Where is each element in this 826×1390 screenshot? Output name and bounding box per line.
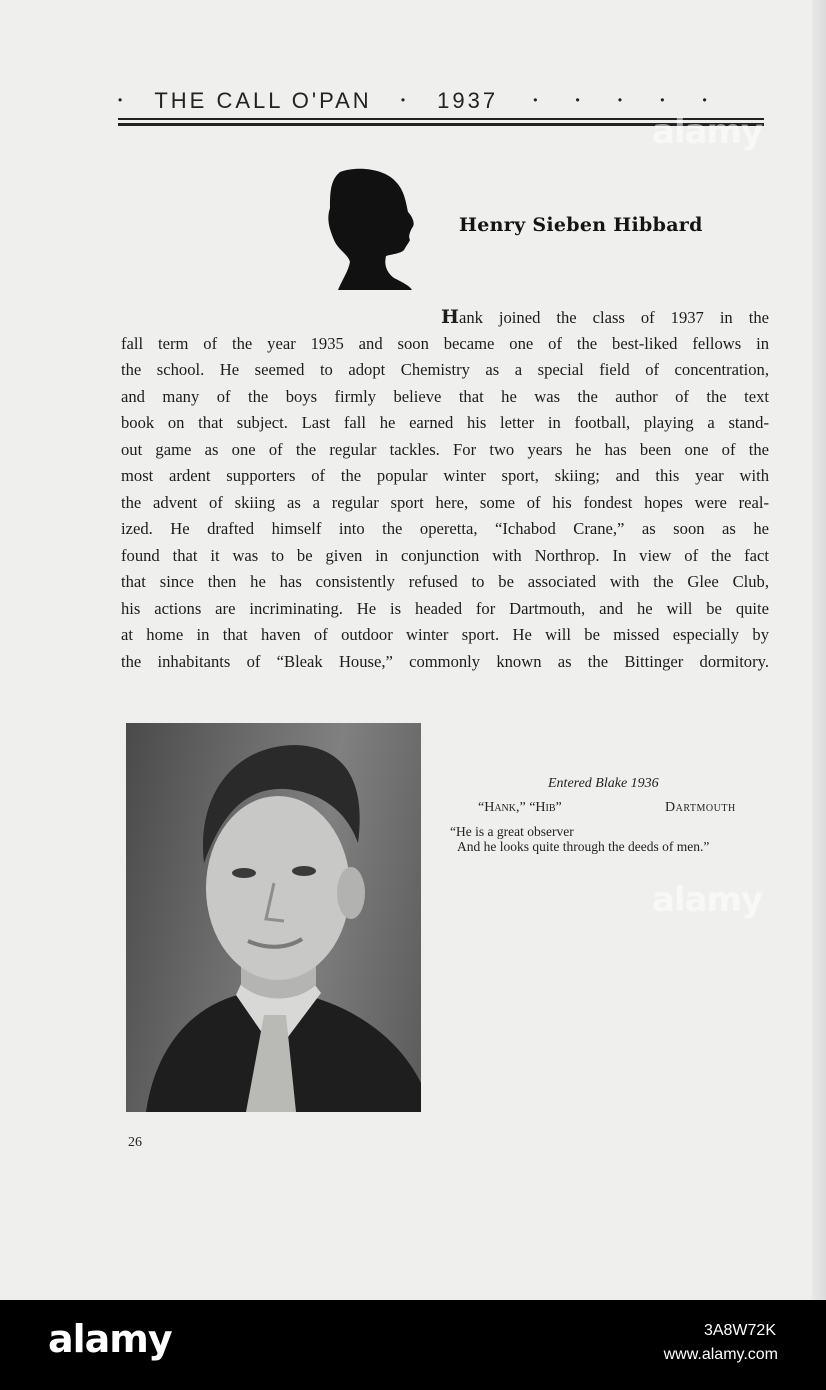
header-bullet: • — [118, 93, 126, 107]
header-bullet: • — [533, 93, 541, 107]
drop-cap: H — [441, 306, 459, 328]
brand-logo: alamy — [48, 1317, 172, 1361]
header-year: 1937 — [437, 88, 499, 113]
bio-line: the advent of skiing as a regular sport here, some of his fondest hopes were real- — [121, 492, 769, 512]
bio-line: Hank joined the class of 1937 in the — [441, 306, 769, 328]
watermark: alamy — [652, 880, 763, 920]
page-number: 26 — [128, 1135, 142, 1150]
bio-line: fall term of the year 1935 and soon became one of the best-liked fellows in — [121, 333, 769, 353]
header-bullet: • — [702, 93, 710, 107]
image-id: 3A8W72K — [703, 1322, 776, 1339]
page-edge-shadow — [812, 0, 826, 1300]
quote-line: And he looks quite through the deeds of men.” — [457, 839, 710, 854]
bio-line: ized. He drafted himself into the operetta, “Ichabod Crane,” as soon as he — [121, 519, 769, 538]
header-bullet: • — [400, 93, 409, 107]
entered-year: Entered Blake 1936 — [548, 776, 659, 791]
bio-line: his actions are incriminating. He is headed for Dartmouth, and he will be quite — [121, 598, 769, 618]
header-bullet: • — [575, 93, 583, 107]
biography-paragraph — [121, 304, 769, 675]
college: Dartmouth — [665, 800, 736, 815]
student-portrait-photo — [126, 723, 421, 1112]
student-name: Henry Sieben Hibbard — [459, 214, 703, 236]
watermark: alamy — [652, 112, 763, 152]
header-bullet: • — [660, 93, 668, 107]
bio-line: that since then he has consistently refused to be associated with the Glee Club, — [121, 572, 769, 591]
bio-line: the inhabitants of “Bleak House,” commonly known as the Bittinger dormitory. — [121, 651, 769, 671]
bio-line: out game as one of the regular tackles. For two years he has been one of the — [121, 439, 769, 459]
silhouette-profile-icon — [326, 168, 416, 290]
bio-line: the school. He seemed to adopt Chemistry as a special field of concentration, — [121, 360, 769, 379]
site-url: www.alamy.com — [663, 1346, 778, 1363]
bio-line: found that it was to be given in conjunction with Northrop. In view of the fact — [121, 545, 769, 565]
quote-line: “He is a great observer — [450, 824, 574, 839]
header-title: THE CALL O'PAN — [154, 88, 372, 113]
bio-line: most ardent supporters of the popular winter sport, skiing; and this year with — [121, 466, 769, 485]
header-bullet: • — [617, 93, 626, 107]
bio-line: book on that subject. Last fall he earned his letter in football, playing a stand- — [121, 413, 769, 432]
bio-line: at home in that haven of outdoor winter sport. He will be missed especially by — [121, 625, 769, 644]
bio-line: and many of the boys firmly believe that he was the author of the text — [121, 386, 769, 406]
nicknames: “Hank,” “Hib” — [478, 800, 562, 815]
